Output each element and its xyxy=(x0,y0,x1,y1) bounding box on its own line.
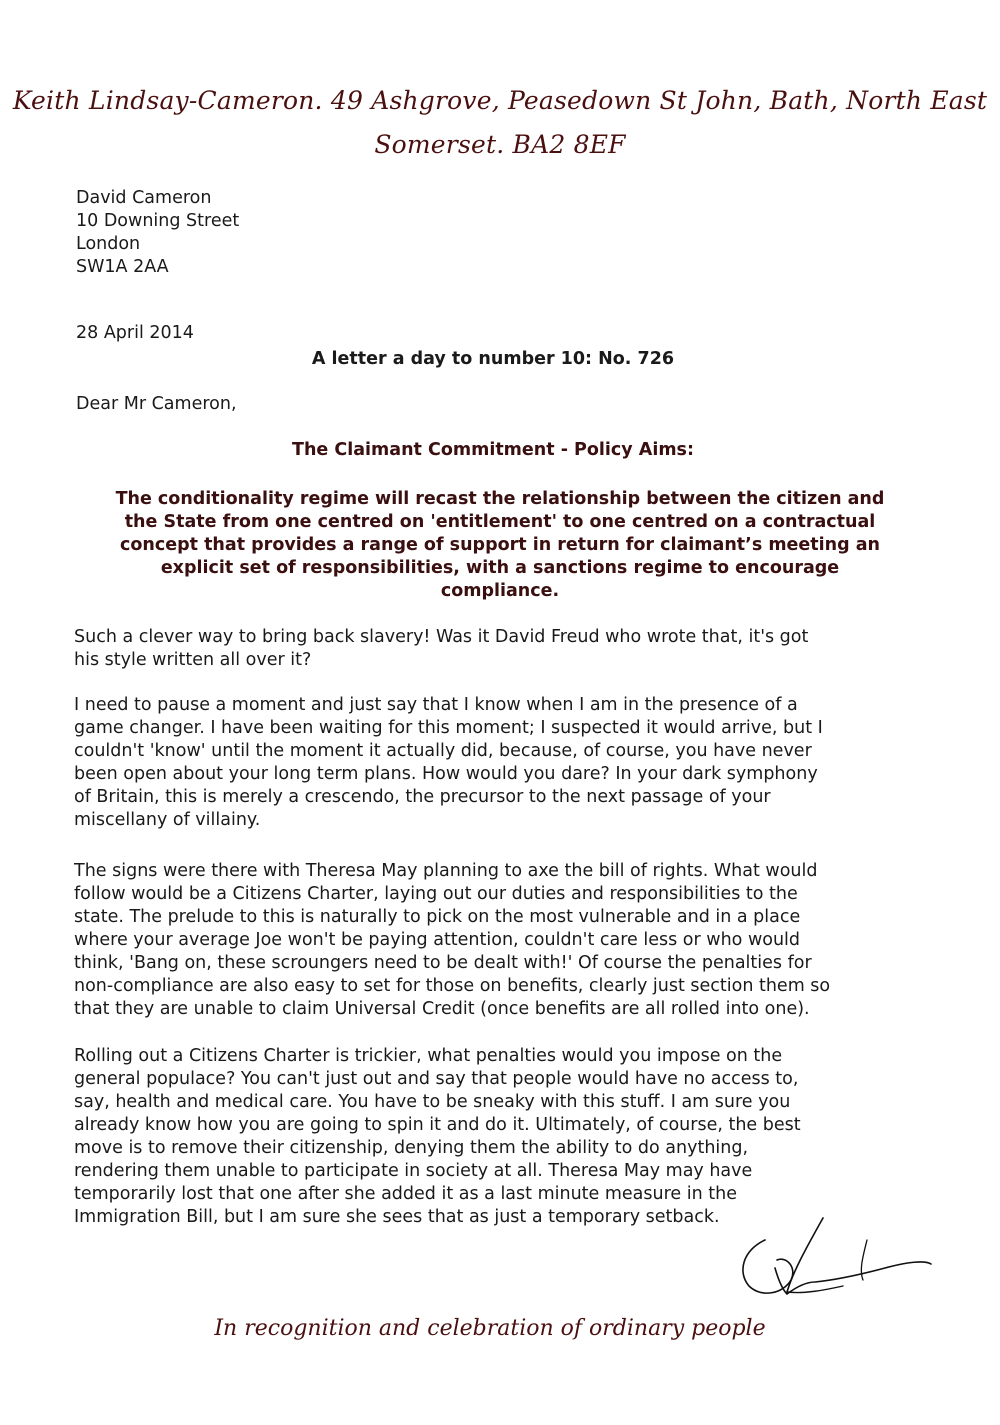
paragraph-line: Such a clever way to bring back slavery! Was it David Freud who wrote that, it's got xyxy=(74,627,809,647)
recipient-street: 10 Downing Street xyxy=(76,211,240,231)
sender-address-line-2: Somerset. BA2 8EF xyxy=(374,130,626,159)
sender-address-line-1: Keith Lindsay-Cameron. 49 Ashgrove, Peasedown St John, Bath, North East xyxy=(12,86,988,115)
policy-quote-line: The conditionality regime will recast the relationship between the citizen and xyxy=(115,489,885,509)
policy-quote-line: concept that provides a range of support in return for claimant’s meeting an xyxy=(119,535,881,555)
paragraph-line: think, 'Bang on, these scroungers need to be dealt with!' Of course the penalties for xyxy=(74,953,812,973)
paragraph-line: I need to pause a moment and just say that I know when I am in the presence of a xyxy=(74,695,798,715)
paragraph-line: that they are unable to claim Universal Credit (once benefits are all rolled into one). xyxy=(74,999,810,1019)
policy-quote-line: compliance. xyxy=(440,581,560,601)
paragraph-line: general populace? You can't just out and say that people would have no access to, xyxy=(74,1069,799,1089)
paragraph-line: Rolling out a Citizens Charter is trickier, what penalties would you impose on the xyxy=(74,1046,783,1066)
recipient-city: London xyxy=(76,234,141,254)
policy-title: The Claimant Commitment - Policy Aims: xyxy=(292,440,694,460)
paragraph-line: game changer. I have been waiting for this moment; I suspected it would arrive, but I xyxy=(74,718,823,738)
body-paragraph-1 xyxy=(74,626,934,672)
paragraph-line: follow would be a Citizens Charter, laying out our duties and responsibilities to the xyxy=(74,884,798,904)
paragraph-line: state. The prelude to this is naturally to pick on the most vulnerable and in a place xyxy=(74,907,801,927)
body-paragraph-2 xyxy=(74,694,934,832)
paragraph-line: miscellany of villainy. xyxy=(74,810,261,830)
paragraph-line: temporarily lost that one after she added it as a last minute measure in the xyxy=(74,1184,737,1204)
body-paragraph-3 xyxy=(74,860,934,1021)
paragraph-line: been open about your long term plans. How would you dare? In your dark symphony xyxy=(74,764,818,784)
recipient-address xyxy=(76,187,239,279)
policy-quote xyxy=(80,488,920,603)
paragraph-line: where your average Joe won't be paying attention, couldn't care less or who would xyxy=(74,930,801,950)
letter-date: 28 April 2014 xyxy=(76,323,194,343)
series-title: A letter a day to number 10: No. 726 xyxy=(311,349,675,369)
paragraph-line: non-compliance are also easy to set for those on benefits, clearly just section them so xyxy=(74,976,831,996)
paragraph-line: The signs were there with Theresa May planning to axe the bill of rights. What would xyxy=(74,861,818,881)
paragraph-line: rendering them unable to participate in society at all. Theresa May may have xyxy=(74,1161,753,1181)
recipient-postcode: SW1A 2AA xyxy=(76,257,169,277)
paragraph-line: his style written all over it? xyxy=(74,650,312,670)
handwritten-signature xyxy=(735,1210,935,1310)
body-paragraph-4 xyxy=(74,1045,934,1229)
policy-quote-line: explicit set of responsibilities, with a sanctions regime to encourage xyxy=(160,558,840,578)
paragraph-line: of Britain, this is merely a crescendo, the precursor to the next passage of your xyxy=(74,787,771,807)
paragraph-line: move is to remove their citizenship, denying them the ability to do anything, xyxy=(74,1138,749,1158)
policy-quote-line: the State from one centred on 'entitlement' to one centred on a contractual xyxy=(124,512,876,532)
recipient-name: David Cameron xyxy=(76,188,212,208)
paragraph-line: Immigration Bill, but I am sure she sees that as just a temporary setback. xyxy=(74,1207,720,1227)
footer-motto: In recognition and celebration of ordinary people xyxy=(214,1316,766,1341)
salutation: Dear Mr Cameron, xyxy=(76,394,237,414)
paragraph-line: couldn't 'know' until the moment it actually did, because, of course, you have never xyxy=(74,741,812,761)
paragraph-line: already know how you are going to spin it and do it. Ultimately, of course, the best xyxy=(74,1115,801,1135)
paragraph-line: say, health and medical care. You have to be sneaky with this stuff. I am sure you xyxy=(74,1092,791,1112)
